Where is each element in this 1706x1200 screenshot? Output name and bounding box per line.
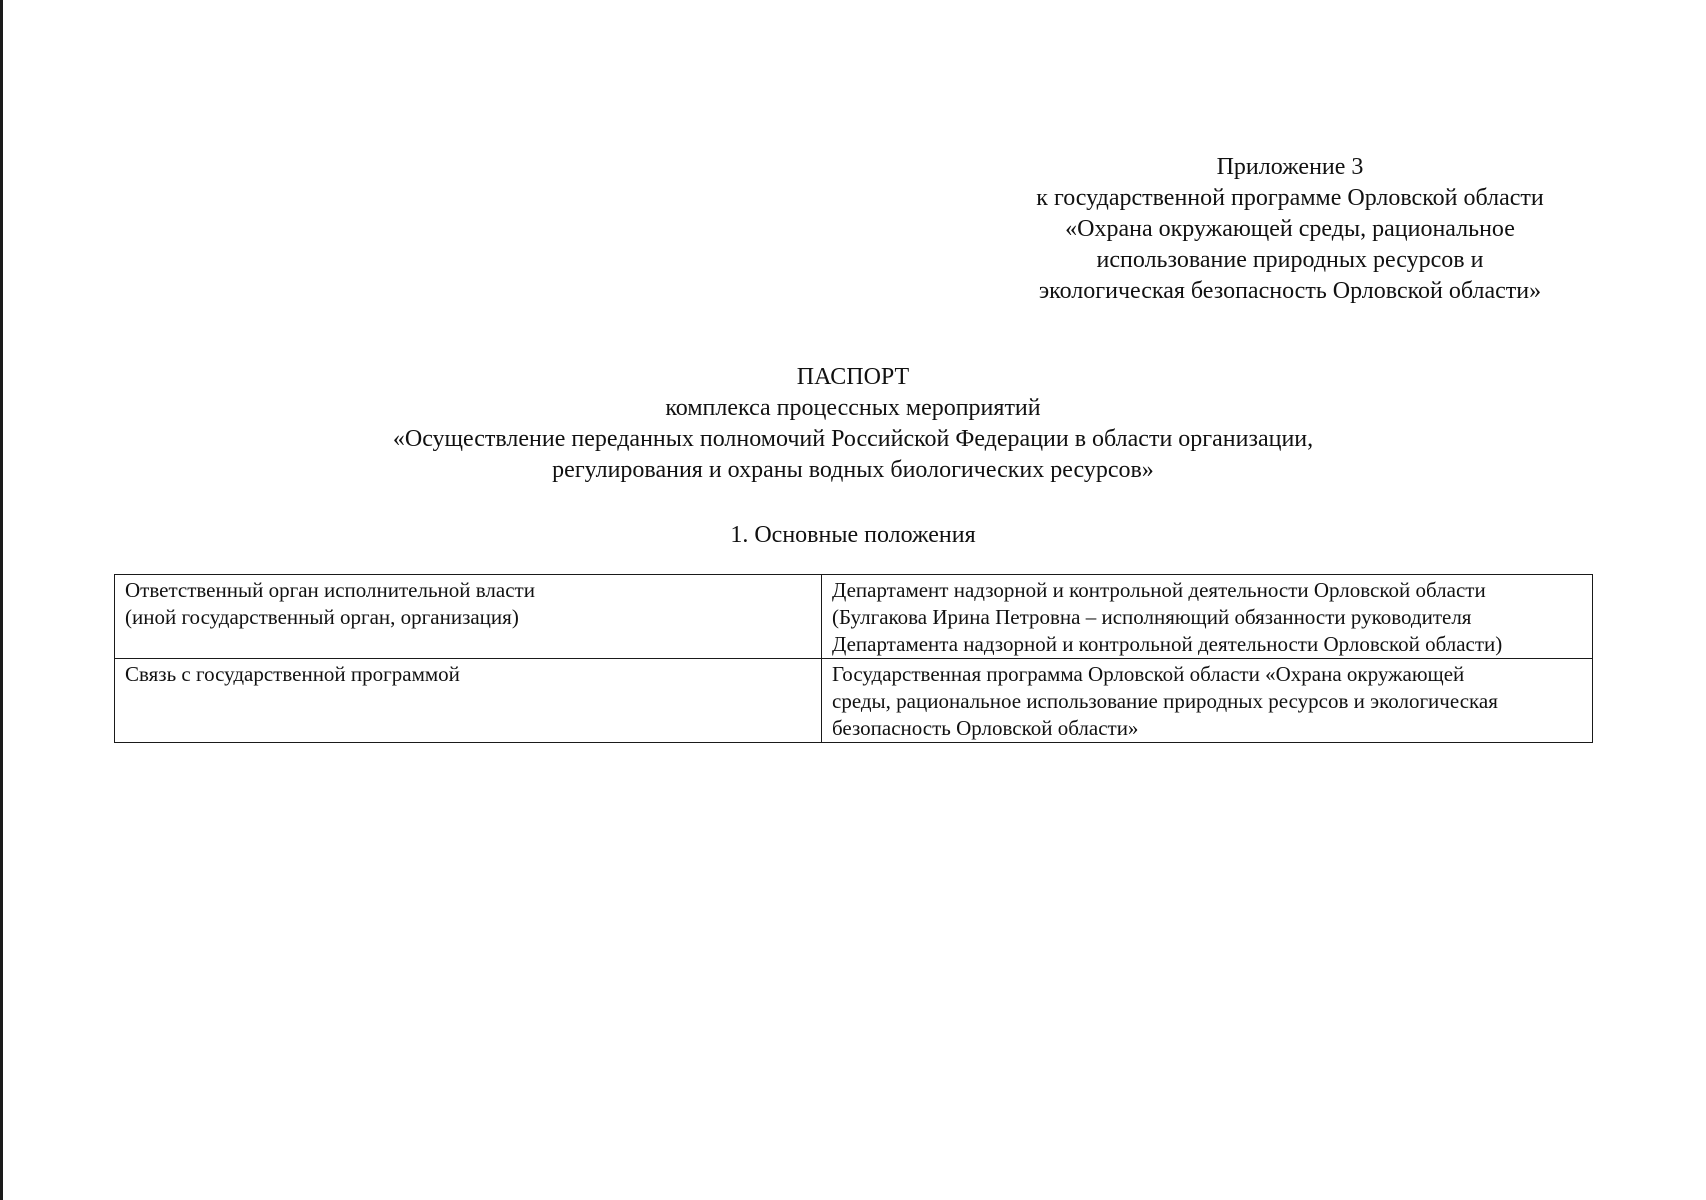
- section-heading: 1. Основные положения: [730, 522, 976, 548]
- table-cell-value: [822, 659, 1593, 743]
- cell-text-line: среды, рациональное использование природных ресурсов и экологическая: [832, 689, 1498, 713]
- appendix-block: [1000, 152, 1580, 307]
- appendix-line: к государственной программе Орловской области: [1036, 185, 1544, 211]
- cell-text-line: Ответственный орган исполнительной власти: [125, 578, 535, 602]
- document-title-block: [200, 362, 1506, 486]
- appendix-line: использование природных ресурсов и: [1096, 247, 1484, 273]
- document-title: ПАСПОРТ: [796, 364, 910, 390]
- cell-text-line: Государственная программа Орловской области «Охрана окружающей: [832, 662, 1465, 686]
- table-row: [115, 659, 1593, 743]
- main-provisions-table: [114, 574, 1593, 743]
- appendix-line: «Охрана окружающей среды, рациональное: [1065, 216, 1515, 242]
- appendix-line: экологическая безопасность Орловской области»: [1038, 278, 1542, 304]
- table-row: [115, 575, 1593, 659]
- appendix-line: Приложение 3: [1216, 154, 1364, 180]
- table-cell-label: [115, 575, 822, 659]
- cell-text-line: Связь с государственной программой: [125, 662, 460, 686]
- document-subtitle-line: регулирования и охраны водных биологических ресурсов»: [552, 457, 1154, 483]
- cell-text-line: Департамента надзорной и контрольной деятельности Орловской области): [832, 632, 1503, 656]
- document-subtitle-line: «Осуществление переданных полномочий Российской Федерации в области организации,: [392, 426, 1314, 452]
- table-cell-value: [822, 575, 1593, 659]
- table-cell-label: [115, 659, 822, 743]
- document-subtitle-line: комплекса процессных мероприятий: [665, 395, 1041, 421]
- cell-text-line: безопасность Орловской области»: [832, 716, 1139, 740]
- cell-text-line: (Булгакова Ирина Петровна – исполняющий обязанности руководителя: [832, 605, 1472, 629]
- page-edge-line: [0, 0, 3, 1200]
- cell-text-line: Департамент надзорной и контрольной деятельности Орловской области: [832, 578, 1486, 602]
- cell-text-line: (иной государственный орган, организация): [125, 605, 519, 629]
